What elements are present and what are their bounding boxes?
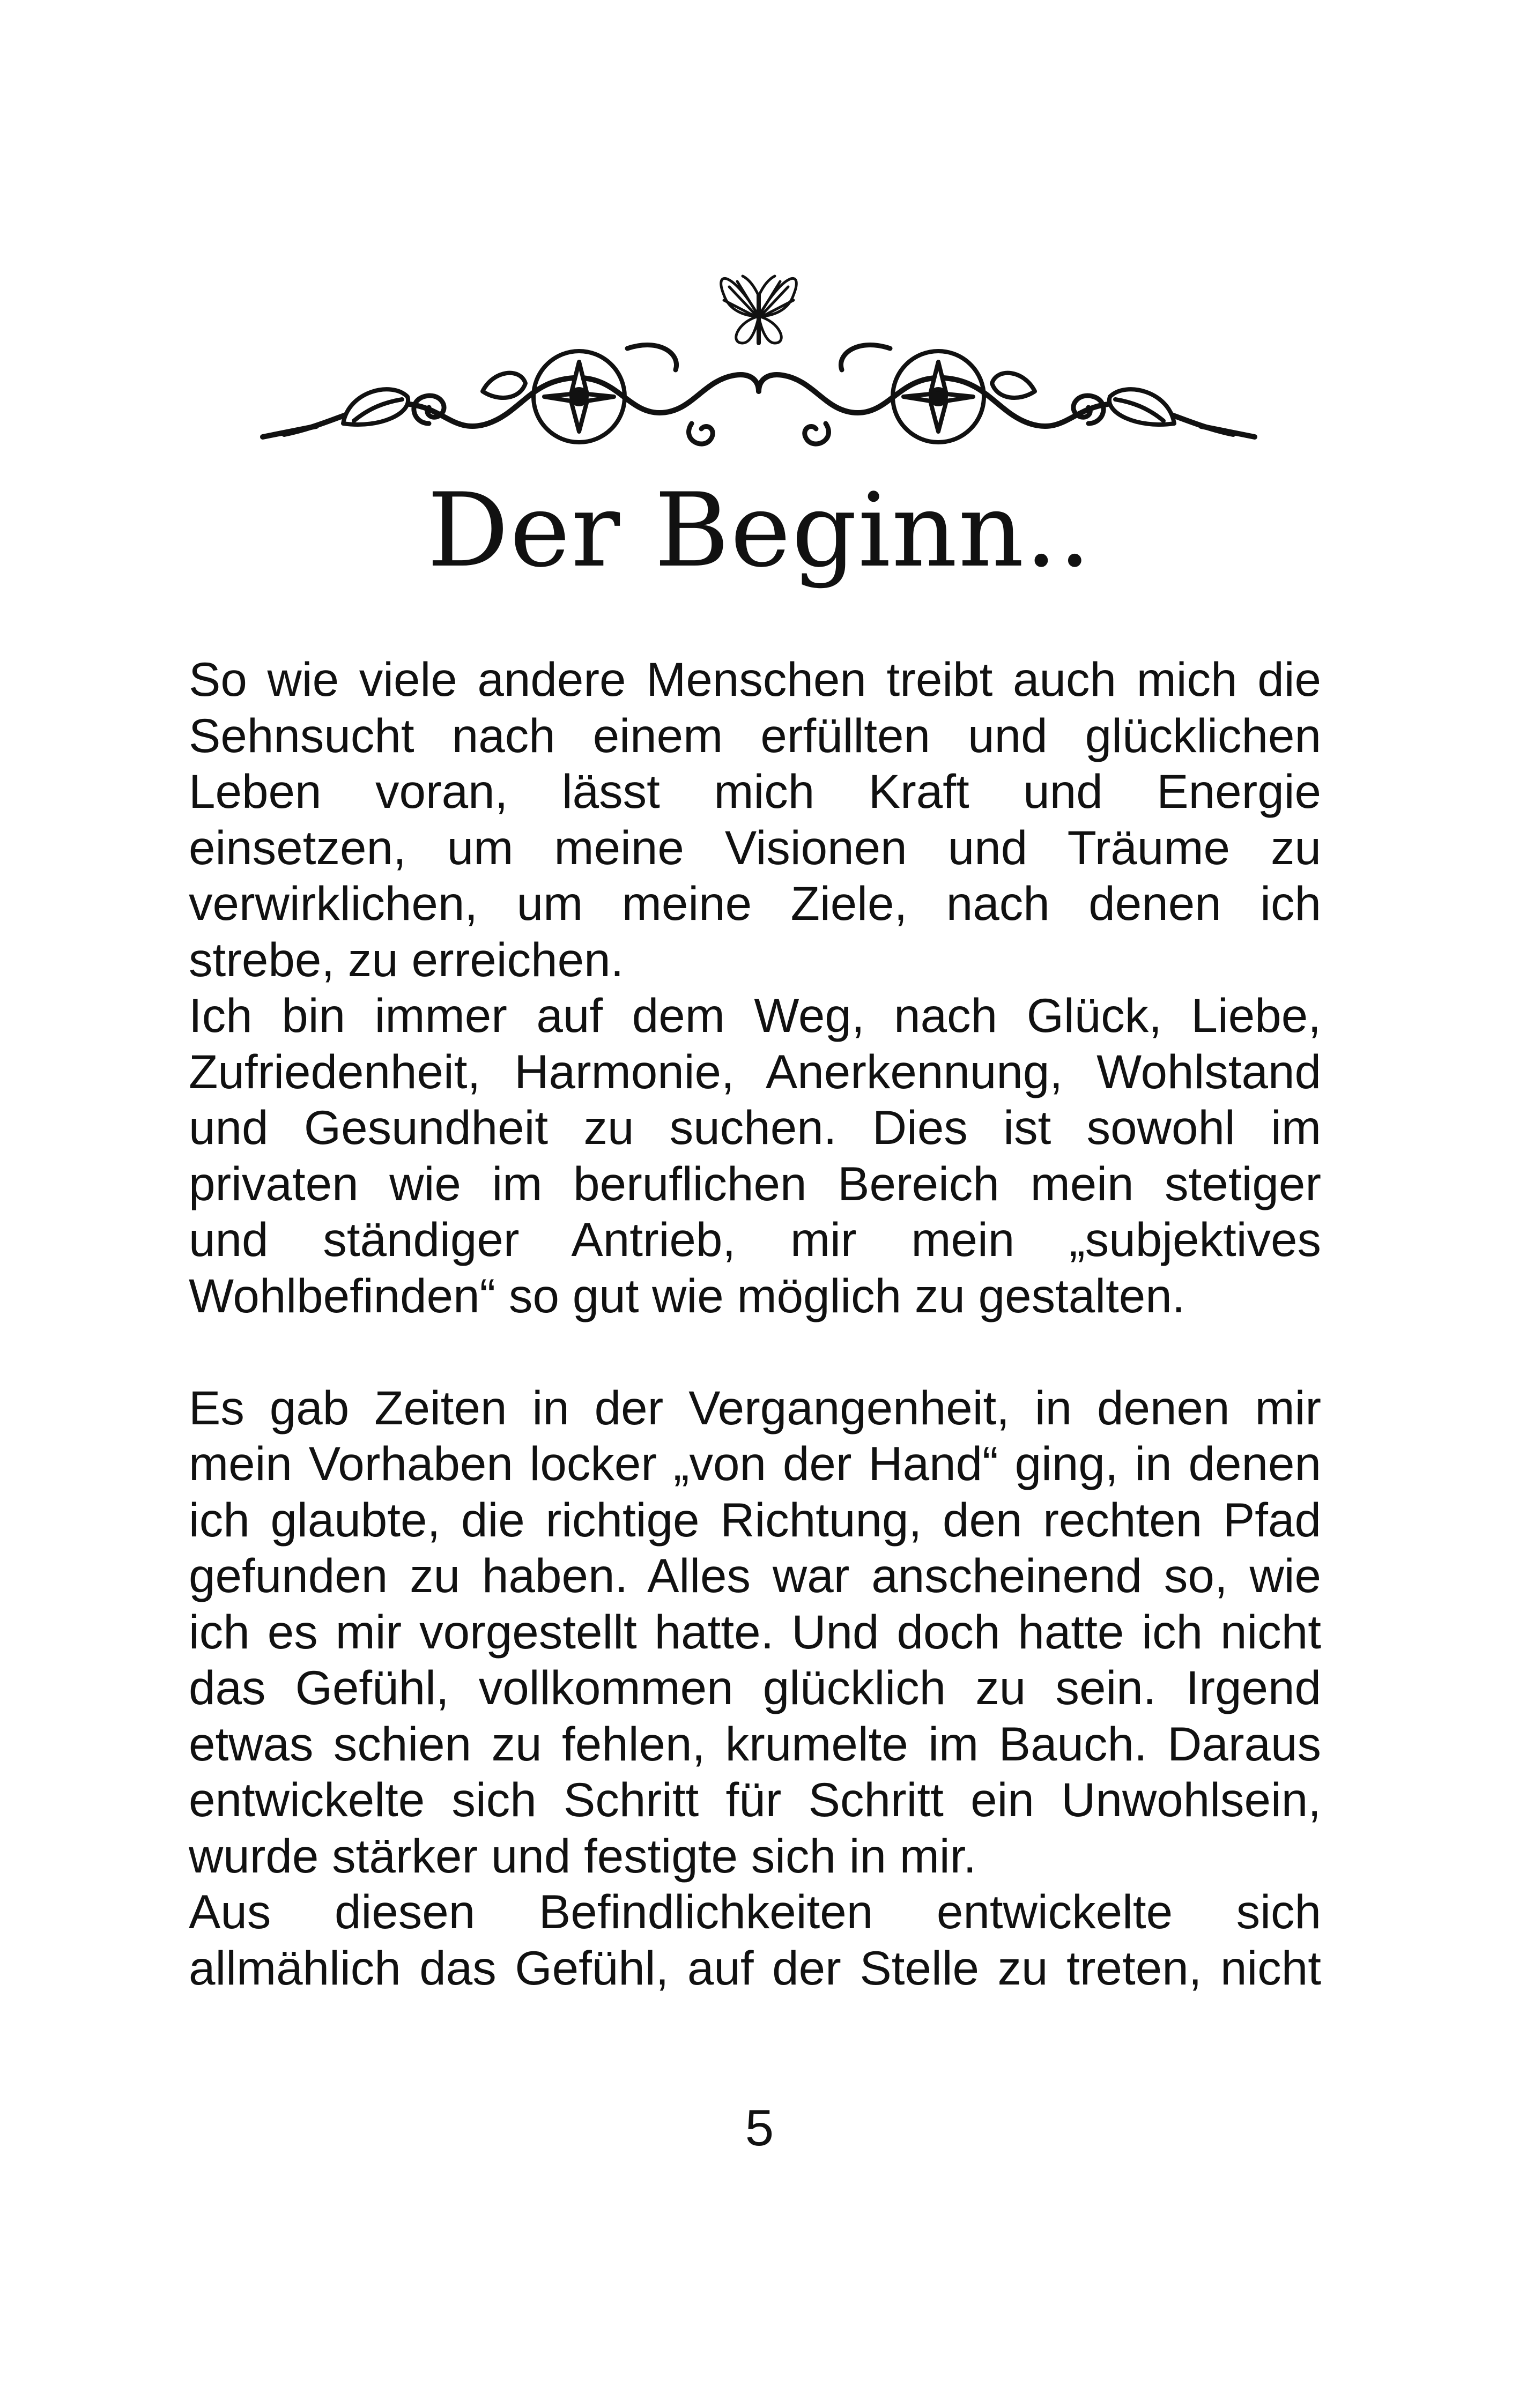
text-line: verwirklichen, um meine Ziele, nach denen ich <box>189 876 1321 930</box>
text-line: Wohlbefinden“ so gut wie möglich zu gestalten. <box>189 1268 1185 1322</box>
paragraph <box>189 651 1321 987</box>
text-line: wurde stärker und festigte sich in mir. <box>189 1829 977 1883</box>
text-line: strebe, zu erreichen. <box>189 932 624 986</box>
text-line: Aus diesen Befindlichkeiten entwickelte sich <box>189 1885 1321 1938</box>
floral-scroll-butterfly-ornament-icon <box>252 263 1265 461</box>
paragraph <box>189 1884 1321 1996</box>
text-line: Sehnsucht nach einem erfüllten und glücklichen <box>189 708 1321 762</box>
chapter-title: Der Beginn.. <box>427 471 1092 590</box>
text-line: gefunden zu haben. Alles war anscheinend so, wie <box>189 1549 1321 1602</box>
text-line: allmählich das Gefühl, auf der Stelle zu treten, nicht <box>189 1941 1321 1995</box>
text-line: und Gesundheit zu suchen. Dies ist sowohl im <box>189 1101 1321 1154</box>
text-line: und ständiger Antrieb, mir mein „subjektives <box>189 1213 1321 1266</box>
text-line: einsetzen, um meine Visionen und Träume zu <box>189 820 1321 874</box>
text-line: Zufriedenheit, Harmonie, Anerkennung, Wohlstand <box>189 1044 1321 1098</box>
text-line: mein Vorhaben locker „von der Hand“ ging, in denen <box>189 1437 1321 1490</box>
paragraph <box>189 987 1321 1324</box>
text-line: das Gefühl, vollkommen glücklich zu sein. Irgend <box>189 1661 1321 1714</box>
text-line: entwickelte sich Schritt für Schritt ein Unwohlsein, <box>189 1773 1321 1826</box>
text-line: Ich bin immer auf dem Weg, nach Glück, Liebe, <box>189 989 1321 1042</box>
text-line: Es gab Zeiten in der Vergangenheit, in denen mir <box>189 1380 1321 1435</box>
body-text <box>189 651 1321 1996</box>
paragraph-spacer <box>189 1324 1321 1380</box>
paragraph <box>189 1380 1321 1884</box>
text-line: privaten wie im beruflichen Bereich mein stetiger <box>189 1156 1321 1210</box>
text-line: etwas schien zu fehlen, krumelte im Bauch. Daraus <box>189 1716 1321 1771</box>
text-line: ich es mir vorgestellt hatte. Und doch hatte ich nicht <box>189 1604 1321 1659</box>
page-number: 5 <box>745 2099 774 2157</box>
text-line: Leben voran, lässt mich Kraft und Energie <box>189 764 1321 818</box>
butterfly-icon <box>721 276 797 343</box>
text-line: So wie viele andere Menschen treibt auch mich die <box>189 652 1321 706</box>
text-line: ich glaubte, die richtige Richtung, den rechten Pfad <box>189 1492 1321 1547</box>
